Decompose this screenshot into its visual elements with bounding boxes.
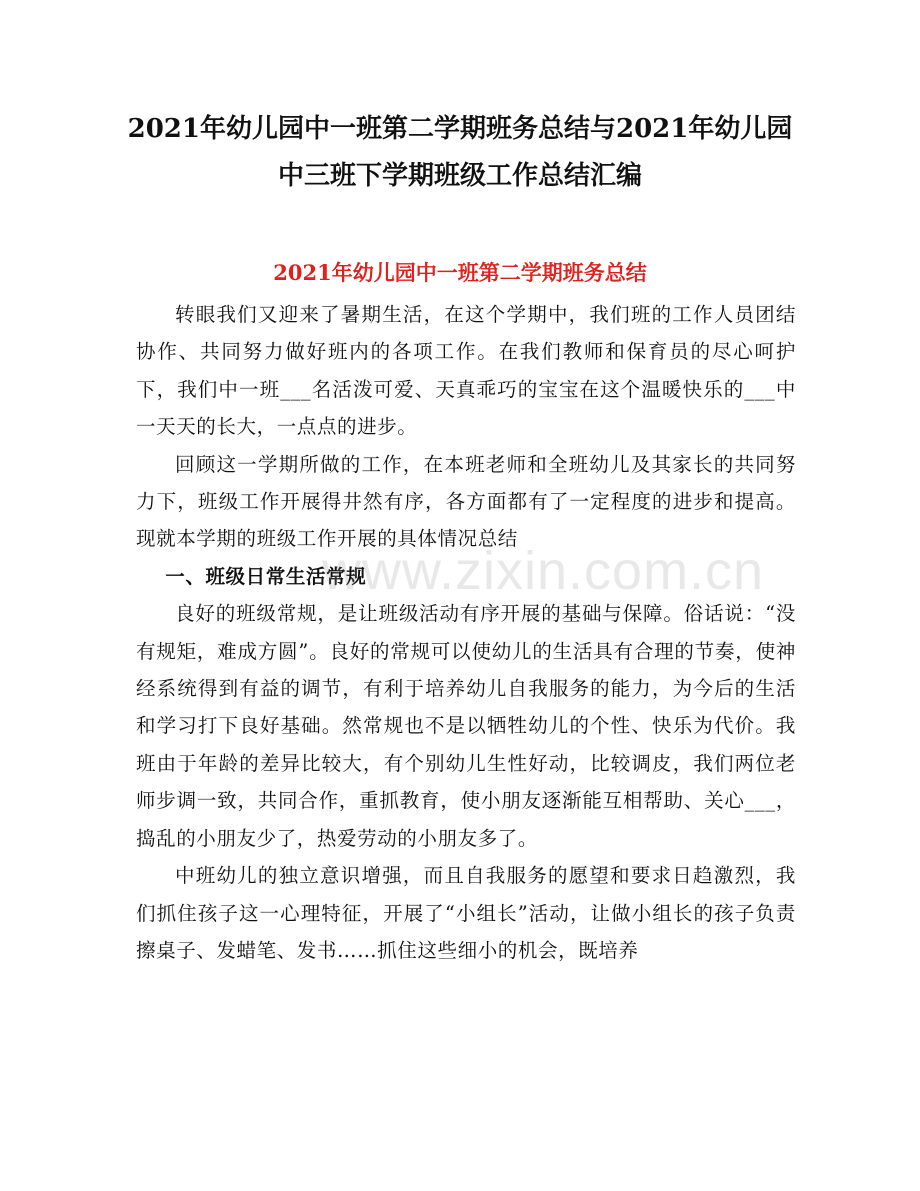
paragraph-independence: 中班幼儿的独立意识增强，而且自我服务的愿望和要求日趋激烈，我们抓住孩子这一心理特征，开展了“小组长”活动，让做小组长的孩子负责擦桌子、发蜡笔、发书……抓住这些细小的机会，既培养	[136, 864, 796, 962]
document-body	[136, 296, 796, 969]
paragraph-review: 回顾这一学期所做的工作，在本班老师和全班幼儿及其家长的共同努力下，班级工作开展得井然有序，各方面都有了一定程度的进步和提高。现就本学期的班级工作开展的具体情况总结	[136, 452, 796, 551]
section-title: 2021年幼儿园中一班第二学期班务总结	[273, 260, 647, 285]
paragraph-intro: 转眼我们又迎来了暑期生活，在这个学期中，我们班的工作人员团结协作、共同努力做好班内的各项工作。在我们教师和保育员的尽心呵护下，我们中一班___名活泼可爱、天真乖巧的宝宝在这个温暖快乐的___中一天天的长大，一点点的进步。	[136, 303, 796, 439]
document-title: 2021年幼儿园中一班第二学期班务总结与2021年幼儿园中三班下学期班级工作总结汇编	[127, 114, 793, 191]
watermark: www.zixin.com.cn	[322, 541, 765, 601]
paragraph-routine: 良好的班级常规，是让班级活动有序开展的基础与保障。俗话说：“没有规矩，难成方圆”。良好的常规可以使幼儿的生活具有合理的节奏，使神经系统得到有益的调节，有利于培养幼儿自我服务的能力，为今后的生活和学习打下良好基础。然常规也不是以牺牲幼儿的个性、快乐为代价。我班由于年龄的差异比较大，有个别幼儿生性好动，比较调皮，我们两位老师步调一致，共同合作，重抓教育，使小朋友逐渐能互相帮助、关心___，捣乱的小朋友少了，热爱劳动的小朋友多了。	[136, 602, 796, 850]
heading-daily-routine: 一、班级日常生活常规	[165, 564, 367, 588]
